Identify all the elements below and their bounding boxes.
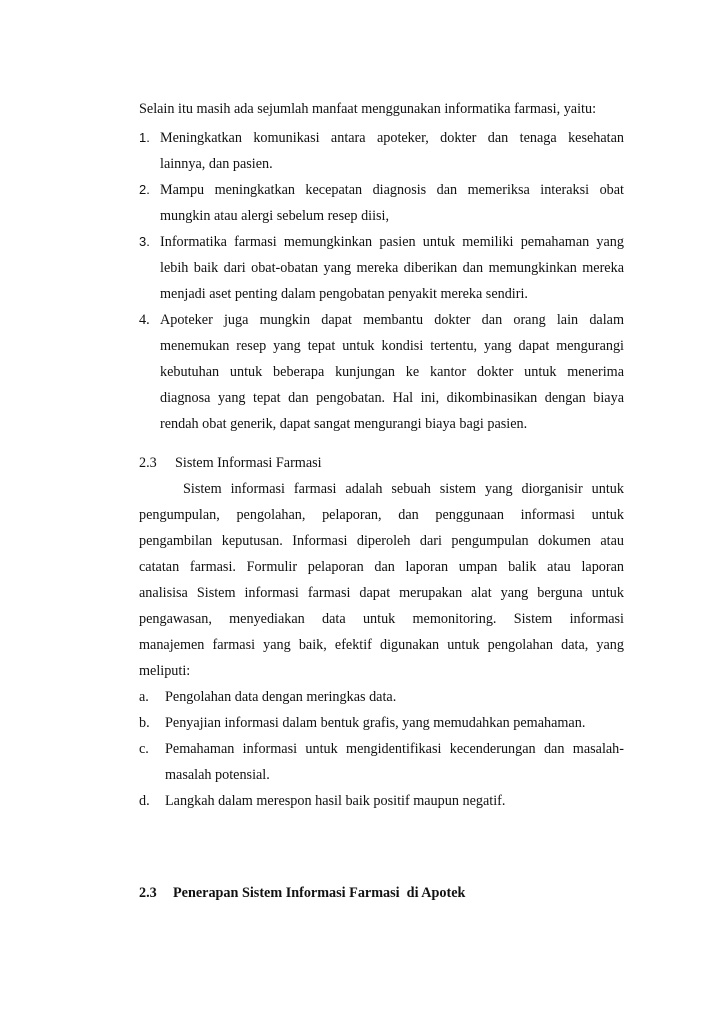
list-number: 3. (139, 234, 150, 249)
list-item-line: menemukan resep yang tepat untuk kondisi tertentu, yang dapat mengurangi (160, 338, 624, 354)
list-item-line: diagnosa yang tepat dan pengobatan. Hal ini, dikombinasikan dengan biaya (160, 390, 624, 406)
intro-text: Selain itu masih ada sejumlah manfaat menggunakan informatika farmasi, yaitu: (139, 101, 597, 117)
paragraph-line: manajemen farmasi yang baik, efektif digunakan untuk pengolahan data, yang (139, 637, 624, 653)
paragraph-line: pengambilan keputusan. Informasi diperoleh dari pengumpulan dokumen atau (139, 533, 624, 549)
paragraph-line: meliputi: (139, 663, 191, 679)
list-item-line: Penyajian informasi dalam bentuk grafis, yang memudahkan pemahaman. (165, 715, 586, 731)
list-item-line: Pengolahan data dengan meringkas data. (165, 689, 397, 705)
list-item-line: Meningkatkan komunikasi antara apoteker, dokter dan tenaga kesehatan (160, 130, 624, 146)
list-number: 2. (139, 182, 150, 197)
paragraph-line: pengawasan, menyediakan data untuk memonitoring. Sistem informasi (139, 611, 624, 627)
list-item-line: Langkah dalam merespon hasil baik positif maupun negatif. (165, 793, 506, 809)
list-item-line: lainnya, dan pasien. (160, 156, 273, 172)
list-letter: a. (139, 689, 149, 705)
list-item-line: masalah potensial. (165, 767, 270, 783)
list-item-line: Apoteker juga mungkin dapat membantu dokter dan orang lain dalam (160, 312, 624, 328)
paragraph-line: catatan farmasi. Formulir pelaporan dan laporan umpan balik atau laporan (139, 559, 624, 575)
list-item-line: Mampu meningkatkan kecepatan diagnosis dan memeriksa interaksi obat (160, 182, 624, 198)
list-item-line: mungkin atau alergi sebelum resep diisi, (160, 208, 390, 224)
list-letter: b. (139, 715, 150, 731)
list-item-line: Pemahaman informasi untuk mengidentifikasi kecenderungan dan masalah- (165, 741, 624, 757)
list-number: 1. (139, 130, 150, 145)
list-item-line: lebih baik dari obat-obatan yang mereka diberikan dan memungkinkan mereka (160, 260, 624, 276)
paragraph-line: pengumpulan, pengolahan, pelaporan, dan penggunaan informasi untuk (139, 507, 624, 523)
list-item-line: kebutuhan untuk beberapa kunjungan ke kantor dokter untuk menerima (160, 364, 624, 380)
section-number: 2.3 (139, 885, 157, 901)
list-number: 4. (139, 312, 150, 328)
paragraph-line: Sistem informasi farmasi adalah sebuah sistem yang diorganisir untuk (183, 481, 624, 497)
list-item-line: rendah obat generik, dapat sangat mengurangi biaya bagi pasien. (160, 416, 528, 432)
section-title: Sistem Informasi Farmasi (175, 455, 322, 471)
list-item-line: menjadi aset penting dalam pengobatan penyakit mereka sendiri. (160, 286, 528, 302)
section-title: Penerapan Sistem Informasi Farmasi di Apotek (173, 885, 466, 901)
list-letter: d. (139, 793, 150, 809)
paragraph-line: analisisa Sistem informasi farmasi dapat merupakan alat yang berguna untuk (139, 585, 624, 601)
list-letter: c. (139, 741, 149, 757)
list-item-line: Informatika farmasi memungkinkan pasien untuk memiliki pemahaman yang (160, 234, 624, 250)
section-number: 2.3 (139, 455, 157, 471)
